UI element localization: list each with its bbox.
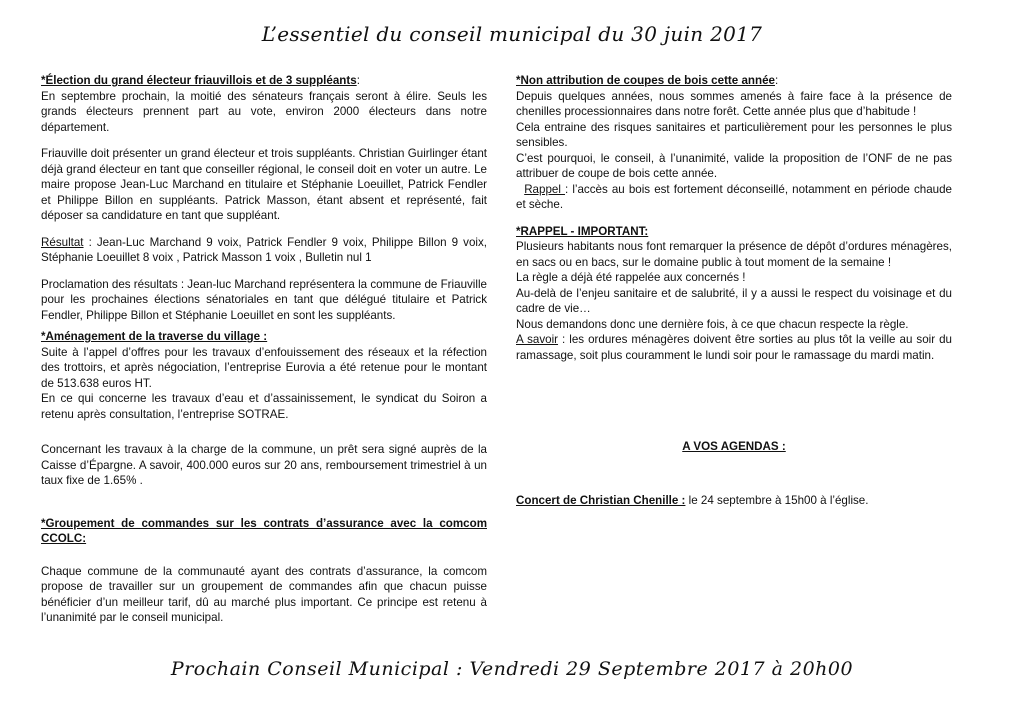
rappel-p1: Plusieurs habitants nous font remarquer la présence de dépôt d’ordures ménagères, en sacs ou en bacs, sur le domaine public à tout moment de la semaine !	[516, 240, 952, 269]
left-column	[41, 73, 487, 626]
traverse-p1: Suite à l’appel d’offres pour les travaux d’enfouissement des réseaux et la réfection des trottoirs, et après négociation, l’entreprise Eurovia a été retenue pour le montant de 513.638 euros HT.	[41, 345, 487, 390]
agenda-heading: A VOS AGENDAS :	[682, 440, 786, 453]
rappel-p4: Nous demandons donc une dernière fois, à ce que chacun respecte la règle.	[516, 317, 909, 331]
section-heading-traverse: *Aménagement de la traverse du village :	[41, 330, 268, 343]
footer-next-meeting: Prochain Conseil Municipal : Vendredi 29 Septembre 2017 à 20h00	[170, 658, 854, 680]
bois-rappel: Rappel : l’accès au bois est fortement déconseillé, notamment en période chaude et sèche.	[516, 182, 952, 211]
election-candidates: Friauville doit présenter un grand électeur et trois suppléants. Christian Guirlinger étant déjà grand électeur en tant que conseiller régional, le conseil doit en voter un autre. Le maire propose Jean-Luc Marchand en titulaire et Stéphanie Loeuillet, Patrick Fendler et Philippe Billon en suppléants. Patrick Masson, étant absent et représenté, fait déposer sa candidature en tant que suppléant.	[41, 147, 487, 222]
section-heading-assurance: *Groupement de commandes sur les contrats d’assurance avec la comcom CCOLC:	[41, 516, 487, 545]
election-intro: En septembre prochain, la moitié des sénateurs français seront à élire. Seuls les grands électeurs prennent part au vote, environ 2000 électeurs dans notre département.	[41, 89, 487, 134]
concert-line: Concert de Christian Chenille : le 24 septembre à 15h00 à l’église.	[516, 493, 869, 507]
assurance-p1: Chaque commune de la communauté ayant des contrats d’assurance, la comcom propose de travailler sur un groupement de commandes afin que chacun puisse bénéficier d’un meilleur tarif, dû au marché plus important. Ce principe est retenu à l’unanimité par le conseil municipal.	[41, 564, 487, 624]
page-title: L’essentiel du conseil municipal du 30 juin 2017	[261, 22, 763, 46]
section-heading-bois: *Non attribution de coupes de bois cette année:	[516, 74, 779, 87]
election-result: Résultat : Jean-Luc Marchand 9 voix, Patrick Fendler 9 voix, Philippe Billon 9 voix, Stéphanie Loeuillet 8 voix , Patrick Masson 1 voix , Bulletin nul 1	[41, 235, 487, 264]
traverse-p3: Concernant les travaux à la charge de la commune, un prêt sera signé auprès de la Caisse d’Épargne. A savoir, 400.000 euros sur 20 ans, remboursement trimestriel à un taux fixe de 1.65% .	[41, 443, 487, 487]
election-proclamation: Proclamation des résultats : Jean-luc Marchand représentera la commune de Friauville pour les prochaines élections sénatoriales en tant que délégué titulaire et Patrick Fendler, Philippe Billon et Stéphanie Loeuillet en sont les suppléants.	[41, 277, 487, 322]
bois-p1: Depuis quelques années, nous sommes amenés à faire face à la présence de chenilles processionnaires dans notre forêt. Cette année plus que d’habitude !	[516, 89, 952, 118]
section-heading-rappel: *RAPPEL - IMPORTANT:	[516, 224, 649, 238]
traverse-p2: En ce qui concerne les travaux d’eau et d’assainissement, le syndicat du Soiron a retenu après consultation, l’entreprise SOTRAE.	[41, 392, 487, 421]
rappel-savoir: A savoir : les ordures ménagères doivent être sorties au plus tôt la veille au soir du ramassage, soit plus couramment le lundi soir pour le ramassage du mardi matin.	[516, 333, 952, 362]
bois-p2: Cela entraine des risques sanitaires et particulièrement pour les personnes le plus sensibles.	[516, 120, 952, 149]
rappel-p2: La règle a déjà été rappelée aux concernés !	[516, 271, 746, 284]
bois-p3: C’est pourquoi, le conseil, à l’unanimité, valide la proposition de l’ONF de ne pas attribuer de coupe de bois cette année.	[516, 151, 952, 180]
rappel-p3: Au-delà de l’enjeu sanitaire et de salubrité, il y a aussi le respect du voisinage et du cadre de vie…	[516, 286, 952, 315]
section-heading-election: *Élection du grand électeur friauvillois et de 3 suppléants:	[41, 74, 360, 87]
right-column	[516, 73, 952, 508]
